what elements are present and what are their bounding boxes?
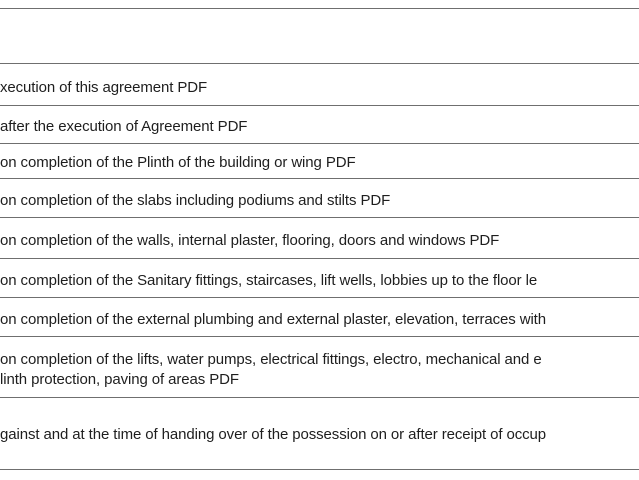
schedule-row-text: gainst and at the time of handing over of the possession on or after receipt of occup bbox=[0, 426, 547, 443]
schedule-row-3 bbox=[0, 153, 356, 173]
table-divider bbox=[0, 63, 639, 64]
table-divider bbox=[0, 297, 639, 298]
schedule-row-text: after the execution of Agreement PDF bbox=[0, 118, 248, 135]
schedule-row-text: on completion of the Sanitary fittings, staircases, lift wells, lobbies up to the floor le bbox=[0, 272, 538, 289]
schedule-row-1 bbox=[0, 78, 207, 98]
table-divider bbox=[0, 178, 639, 179]
schedule-row-7 bbox=[0, 310, 546, 330]
schedule-row-text: on completion of the lifts, water pumps, electrical fittings, electro, mechanical and e bbox=[0, 351, 542, 368]
schedule-row-text: on completion of the slabs including podiums and stilts PDF bbox=[0, 192, 391, 209]
table-divider bbox=[0, 336, 639, 337]
table-divider bbox=[0, 143, 639, 144]
table-divider bbox=[0, 258, 639, 259]
schedule-row-2 bbox=[0, 117, 247, 137]
table-divider bbox=[0, 469, 639, 470]
schedule-row-5 bbox=[0, 231, 499, 251]
schedule-row-9 bbox=[0, 425, 546, 445]
table-divider bbox=[0, 8, 639, 9]
schedule-row-8 bbox=[0, 350, 542, 390]
schedule-row-text: on completion of the external plumbing and external plaster, elevation, terraces with bbox=[0, 311, 546, 328]
table-divider bbox=[0, 217, 639, 218]
schedule-row-4 bbox=[0, 191, 390, 211]
schedule-row-text: linth protection, paving of areas PDF bbox=[0, 371, 239, 388]
schedule-row-text: on completion of the Plinth of the building or wing PDF bbox=[0, 154, 356, 171]
schedule-row-text: xecution of this agreement PDF bbox=[0, 79, 208, 96]
schedule-row-text: on completion of the walls, internal plaster, flooring, doors and windows PDF bbox=[0, 232, 500, 249]
schedule-row-6 bbox=[0, 271, 537, 291]
table-divider bbox=[0, 105, 639, 106]
table-divider bbox=[0, 397, 639, 398]
